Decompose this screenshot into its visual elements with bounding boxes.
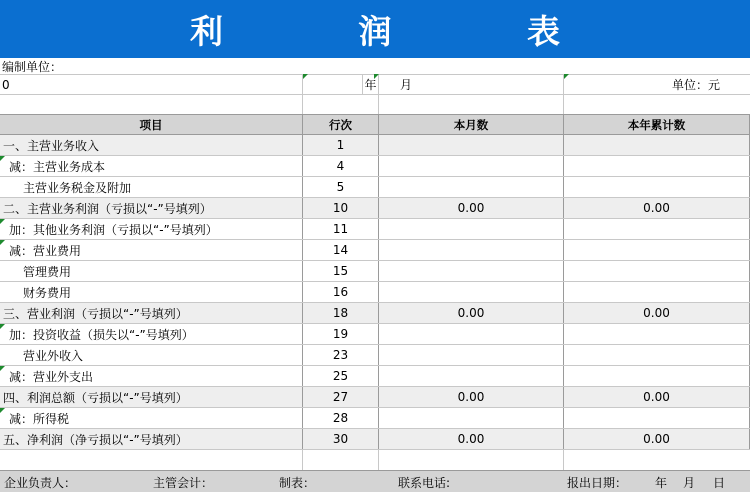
year-input-cell[interactable] xyxy=(303,75,363,94)
blank-cell[interactable] xyxy=(379,450,564,470)
table-row xyxy=(0,219,750,240)
row-line[interactable]: 14 xyxy=(303,240,379,260)
preparer-label: 编制单位： xyxy=(2,59,63,74)
row-month-value[interactable] xyxy=(379,282,564,302)
title-bar xyxy=(0,0,750,58)
footer-phone-label: 联系电话: xyxy=(398,476,451,490)
row-line[interactable]: 1 xyxy=(303,135,379,155)
row-item[interactable]: 减：营业费用 xyxy=(0,240,303,260)
column-header-ytd: 本年累计数 xyxy=(564,115,750,134)
footer-year-label: 年 xyxy=(655,476,668,490)
row-line[interactable]: 23 xyxy=(303,345,379,365)
table-row xyxy=(0,156,750,177)
table-row xyxy=(0,324,750,345)
month-label: 月 xyxy=(379,75,564,94)
footer-maker-label: 制表： xyxy=(279,476,316,490)
row-line[interactable]: 11 xyxy=(303,219,379,239)
row-ytd-value[interactable]: 0.00 xyxy=(564,198,750,218)
row-ytd-value[interactable] xyxy=(564,408,750,428)
table-row xyxy=(0,345,750,366)
unit-label: 单位：元 xyxy=(671,78,720,92)
row-line[interactable]: 30 xyxy=(303,429,379,449)
row-ytd-value[interactable] xyxy=(564,282,750,302)
table-header xyxy=(0,114,750,135)
row-ytd-value[interactable]: 0.00 xyxy=(564,303,750,323)
row-month-value[interactable] xyxy=(379,135,564,155)
row-month-value[interactable] xyxy=(379,324,564,344)
row-month-value[interactable] xyxy=(379,408,564,428)
row-month-value[interactable] xyxy=(379,261,564,281)
cell-marker xyxy=(0,240,5,245)
table-row xyxy=(0,261,750,282)
row-line[interactable]: 16 xyxy=(303,282,379,302)
row-month-value[interactable] xyxy=(379,345,564,365)
table-row xyxy=(0,282,750,303)
cell-marker xyxy=(0,156,5,161)
row-item[interactable]: 五、净利润（净亏损以“-”号填列） xyxy=(0,429,303,449)
table-row xyxy=(0,366,750,387)
row-ytd-value[interactable] xyxy=(564,345,750,365)
footer-day-label: 日 xyxy=(713,476,726,490)
column-header-line: 行次 xyxy=(303,115,379,134)
row-month-value[interactable]: 0.00 xyxy=(379,198,564,218)
signature-footer xyxy=(0,470,750,492)
footer-accountant-label: 主管会计： xyxy=(153,476,214,490)
blank-row xyxy=(0,450,750,470)
row-ytd-value[interactable]: 0.00 xyxy=(564,387,750,407)
row-month-value[interactable] xyxy=(379,156,564,176)
row-item[interactable]: 三、营业利润（亏损以“-”号填列） xyxy=(0,303,303,323)
table-row xyxy=(0,177,750,198)
cell-marker xyxy=(0,366,5,371)
row-line[interactable]: 25 xyxy=(303,366,379,386)
table-row xyxy=(0,303,750,324)
row-ytd-value[interactable]: 0.00 xyxy=(564,429,750,449)
year-label: 年 xyxy=(363,75,379,94)
cell-marker xyxy=(374,74,379,79)
row-item[interactable]: 减：营业外支出 xyxy=(0,366,303,386)
footer-manager-label: 企业负责人： xyxy=(4,476,77,490)
table-row xyxy=(0,387,750,408)
blank-cell[interactable] xyxy=(0,95,303,114)
preparer-row xyxy=(0,58,750,75)
row-month-value[interactable] xyxy=(379,366,564,386)
row-line[interactable]: 15 xyxy=(303,261,379,281)
row-line[interactable]: 28 xyxy=(303,408,379,428)
column-header-item: 项目 xyxy=(0,115,303,134)
row-ytd-value[interactable] xyxy=(564,366,750,386)
blank-row xyxy=(0,95,750,114)
row-line[interactable]: 18 xyxy=(303,303,379,323)
row-ytd-value[interactable] xyxy=(564,240,750,260)
row-month-value[interactable]: 0.00 xyxy=(379,387,564,407)
row-line[interactable]: 5 xyxy=(303,177,379,197)
row-ytd-value[interactable] xyxy=(564,219,750,239)
row-item[interactable]: 减：所得税 xyxy=(0,408,303,428)
column-header-month: 本月数 xyxy=(379,115,564,134)
cell-marker xyxy=(0,219,5,224)
row-item[interactable]: 四、利润总额（亏损以“-”号填列） xyxy=(0,387,303,407)
row-month-value[interactable] xyxy=(379,177,564,197)
row-ytd-value[interactable] xyxy=(564,261,750,281)
row-item[interactable]: 营业外收入 xyxy=(0,345,303,365)
row-month-value[interactable]: 0.00 xyxy=(379,303,564,323)
row-item[interactable]: 一、主营业务收入 xyxy=(0,135,303,155)
row-item[interactable]: 二、主营业务利润（亏损以“-”号填列） xyxy=(0,198,303,218)
row-line[interactable]: 4 xyxy=(303,156,379,176)
blank-cell[interactable] xyxy=(0,450,303,470)
preparer-value[interactable]: 0 xyxy=(0,75,303,94)
row-ytd-value[interactable] xyxy=(564,156,750,176)
row-month-value[interactable]: 0.00 xyxy=(379,429,564,449)
row-ytd-value[interactable] xyxy=(564,324,750,344)
row-line[interactable]: 19 xyxy=(303,324,379,344)
table-row xyxy=(0,135,750,156)
table-row xyxy=(0,198,750,219)
table-row xyxy=(0,408,750,429)
blank-cell[interactable] xyxy=(303,450,379,470)
cell-marker xyxy=(564,74,569,79)
table-row xyxy=(0,240,750,261)
footer-report-date-label: 报出日期： xyxy=(567,476,628,490)
row-month-value[interactable] xyxy=(379,240,564,260)
row-line[interactable]: 10 xyxy=(303,198,379,218)
footer-month-label: 月 xyxy=(683,476,696,490)
row-ytd-value[interactable] xyxy=(564,135,750,155)
row-item[interactable]: 主营业务税金及附加 xyxy=(0,177,303,197)
row-item[interactable]: 管理费用 xyxy=(0,261,303,281)
table-row xyxy=(0,429,750,450)
row-line[interactable]: 27 xyxy=(303,387,379,407)
row-item[interactable]: 财务费用 xyxy=(0,282,303,302)
cell-marker xyxy=(0,408,5,413)
blank-cell[interactable] xyxy=(303,95,379,114)
row-item[interactable]: 减：主营业务成本 xyxy=(0,156,303,176)
row-item[interactable]: 加：其他业务利润（亏损以“-”号填列） xyxy=(0,219,303,239)
cell-marker xyxy=(0,324,5,329)
sheet-title: 利 润 表 xyxy=(190,11,622,51)
row-month-value[interactable] xyxy=(379,219,564,239)
blank-cell[interactable] xyxy=(379,95,564,114)
row-item[interactable]: 加：投资收益（损失以“-”号填列） xyxy=(0,324,303,344)
row-ytd-value[interactable] xyxy=(564,177,750,197)
